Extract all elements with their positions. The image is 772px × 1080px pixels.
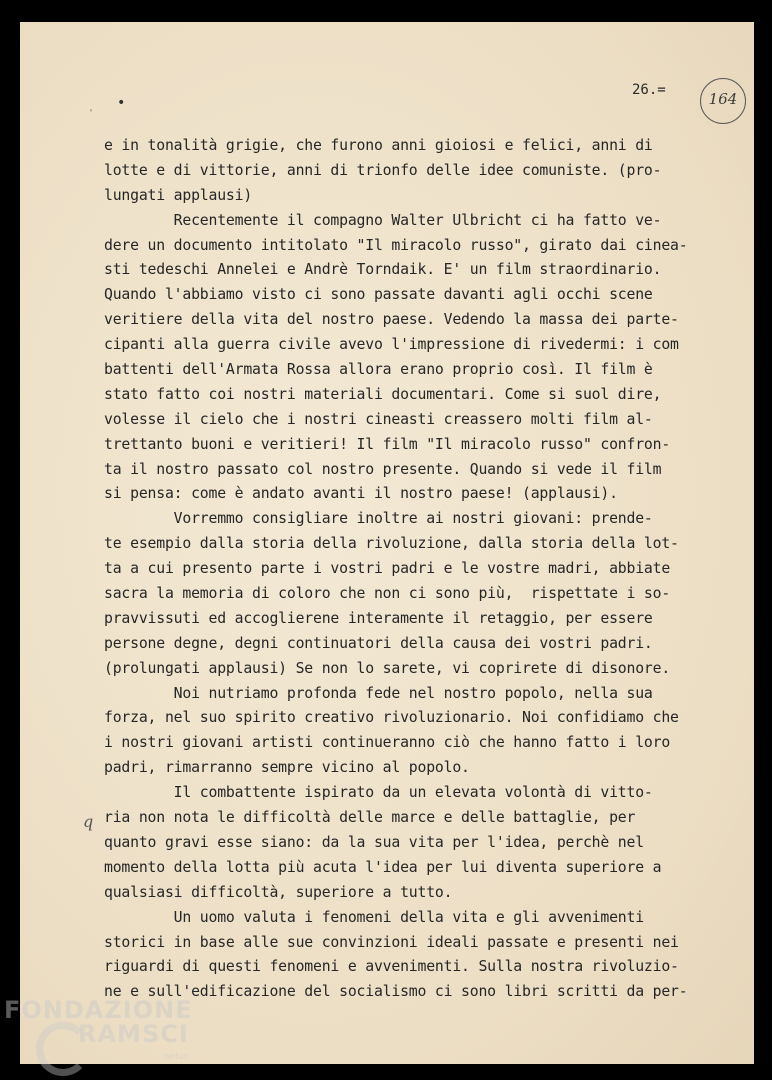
typed-body-text — [104, 134, 688, 1005]
text-line: storici in base alle sue convinzioni ideali passate e presenti nei — [104, 933, 679, 951]
text-line: i nostri giovani artisti continueranno ciò che hanno fatto i loro — [104, 734, 671, 752]
text-line: trettanto buoni e veritieri! Il film "Il miracolo russo" confron- — [104, 435, 671, 453]
text-line: dere un documento intitolato "Il miracolo russo", girato dai cinea- — [104, 236, 688, 254]
text-line: battenti dell'Armata Rossa allora erano proprio così. Il film è — [104, 361, 653, 379]
watermark-line2: RAMSCI — [78, 1020, 189, 1048]
text-line: Vorremmo consigliare inoltre ai nostri giovani: prende- — [104, 510, 653, 528]
text-line: persone degne, degni continuatori della causa dei vostri padri. — [104, 634, 653, 652]
text-line: Quando l'abbiamo visto ci sono passate davanti agli occhi scene — [104, 286, 653, 304]
text-line: riguardi di questi fenomeni e avvenimenti. Sulla nostra rivoluzio- — [104, 958, 679, 976]
text-line: sti tedeschi Annelei e Andrè Torndaik. E' un film straordinario. — [104, 261, 662, 279]
document-page — [20, 22, 754, 1064]
text-line: pravvissuti ed accoglierene interamente il retaggio, per essere — [104, 609, 653, 627]
text-line: cipanti alla guerra civile avevo l'impressione di rivedermi: i com — [104, 336, 679, 354]
text-line: si pensa: come è andato avanti il nostro paese! (applausi). — [104, 485, 618, 503]
text-line: e in tonalità grigie, che furono anni gioiosi e felici, anni di — [104, 137, 653, 154]
text-line: momento della lotta più acuta l'idea per lui diventa superiore a — [104, 858, 662, 876]
stray-mark: • — [117, 95, 126, 111]
text-line: ta il nostro passato col nostro presente. Quando si vede il film — [104, 460, 662, 478]
text-line: stato fatto coi nostri materiali documentari. Come si suol dire, — [104, 385, 662, 403]
text-line: (prolungati applausi) Se non lo sarete, vi coprirete di disonore. — [104, 659, 671, 677]
watermark — [4, 996, 193, 1062]
text-line: lungati applausi) — [104, 186, 253, 204]
text-line: lotte e di vittorie, anni di trionfo delle idee comuniste. (pro- — [104, 161, 662, 179]
watermark-sub: onlus — [164, 1052, 189, 1062]
text-line: Recentemente il compagno Walter Ulbricht ci ha fatto ve- — [104, 211, 662, 229]
text-line: ta a cui presento parte i vostri padri e le vostre madri, abbiate — [104, 560, 671, 578]
text-line: quanto gravi esse siano: da la sua vita per l'idea, perchè nel — [104, 833, 644, 851]
watermark-line1: FONDAZIONE — [4, 996, 193, 1024]
text-line: volesse il cielo che i nostri cineasti creassero molti film al- — [104, 410, 653, 428]
text-line: forza, nel suo spirito creativo rivoluzionario. Noi confidiamo che — [104, 709, 679, 727]
text-line: sacra la memoria di coloro che non ci sono più, rispettate i so- — [104, 585, 671, 603]
archive-number: 164 — [708, 90, 738, 108]
text-line: Il combattente ispirato da un elevata volontà di vitto- — [104, 784, 653, 802]
text-line: Un uomo valuta i fenomeni della vita e gli avvenimenti — [104, 908, 644, 926]
text-line: Noi nutriamo profonda fede nel nostro popolo, nella sua — [104, 684, 653, 702]
page-number: 26.= — [632, 82, 666, 98]
watermark-logo-icon — [36, 1022, 90, 1076]
text-line: ria non nota le difficoltà delle marce e delle battaglie, per — [104, 809, 636, 827]
margin-annotation: q — [83, 812, 94, 831]
archive-number-stamp — [700, 78, 746, 124]
text-line: padri, rimarranno sempre vicino al popolo. — [104, 759, 470, 777]
text-line: ne e sull'edificazione del socialismo ci sono libri scritti da per- — [104, 983, 688, 1001]
text-line: te esempio dalla storia della rivoluzione, dalla storia della lot- — [104, 535, 679, 553]
text-line: veritiere della vita del nostro paese. Vedendo la massa dei parte- — [104, 311, 679, 329]
stray-tick: ' — [88, 108, 95, 119]
text-line: qualsiasi difficoltà, superiore a tutto. — [104, 883, 453, 901]
